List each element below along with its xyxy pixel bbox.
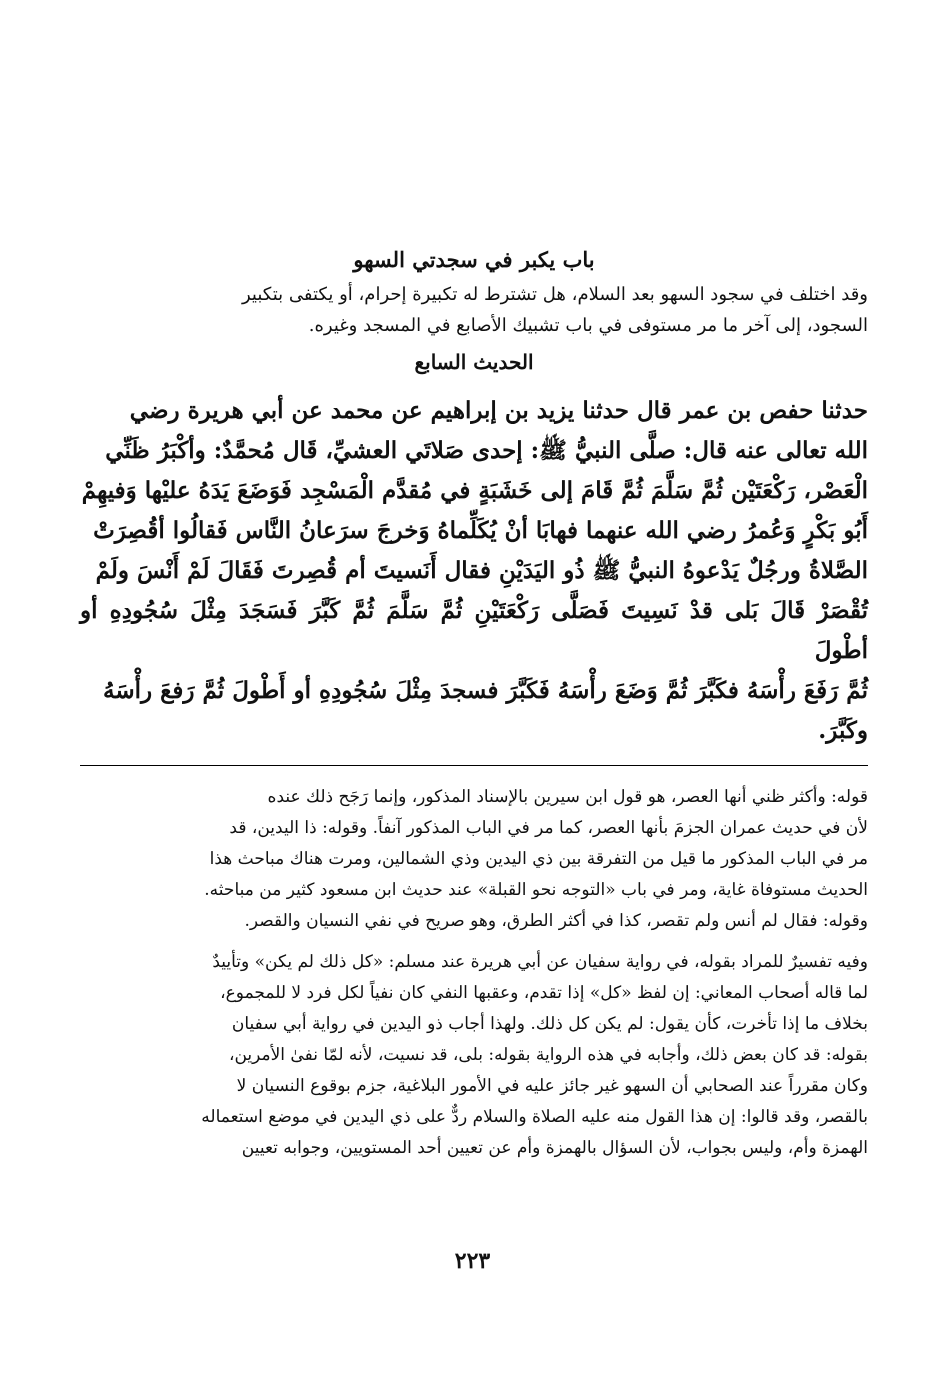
section-title: الحديث السابع [414,350,534,374]
hadith-line: وكَبَّرَ. [818,717,868,744]
chapter-title: باب يكبر في سجدتي السهو [353,247,595,272]
text-line: لما قاله أصحاب المعاني: إن لفظ «كل» إذا تقدم، وعقبها النفي كان نفياً لكل فرد لا للمجموع، [220,983,868,1003]
commentary-paragraph-1 [80,782,868,937]
text-line: وقوله: فقال لم أنس ولم تقصر، كذا في أكثر الطرق، وهو صريح في نفي النسيان والقصر. [244,911,868,931]
text-line: الهمزة وأم، وليس بجواب، لأن السؤال بالهمزة وأم عن تعيين أحد المستويين، وجوابه تعيين [241,1138,868,1158]
text-line: قوله: وأكثر ظني أنها العصر، هو قول ابن سيرين بالإسناد المذكور، وإنما رَجَح ذلك عنده [267,787,868,807]
text-line: بخلاف ما إذا تأخرت، كأن يقول: لم يكن كل ذلك. ولهذا أجاب ذو اليدين في رواية أبي سفيان [231,1014,868,1034]
text-line: مر في الباب المذكور ما قيل من التفرقة بين ذي اليدين وذي الشمالين، ومرت هناك مباحث هذا [209,849,868,869]
hadith-line: أَبُو بَكْرٍ وَعُمرُ رضي الله عنهما فهابَا أنْ يُكَلِّماهُ وَخرجَ سرَعانُ النَّاس فَقالُوا أقُصِرَتْ [93,517,868,544]
text-line: وقد اختلف في سجود السهو بعد السلام، هل تشترط له تكبيرة إحرام، أو يكتفى بتكبير [241,284,868,305]
text-line: الحديث مستوفاة غاية، ومر في باب «التوجه نحو القبلة» عند حديث ابن مسعود كثير من مباحثه. [204,880,868,900]
text-line: وفيه تفسيرٌ للمراد بقوله، في رواية سفيان عن أبي هريرة عند مسلم: «كل ذلك لم يكن» وتأييدٌ [212,952,868,972]
divider [80,765,868,766]
intro-paragraph [80,279,868,341]
hadith-line: تُقْصَرْ قَالَ بَلى قدْ نَسِيتَ فَصَلَّى رَكْعَتَيْنِ ثُمَّ سَلَّمَ ثُمَّ كَبَّرَ فَسَجَدَ مِثْلَ سُجُودِهِ أو أطْولَ [80,597,868,664]
hadith-line: الصَّلاةُ ورجُلٌ يَدْعوهُ النبيُّ ﷺ ذُو اليَدَيْنِ فقال أَنَسيتَ أم قُصِرتَ فَقَالَ لَمْ أَنْسَ ولَمْ [95,557,868,584]
commentary-paragraph-2 [80,947,868,1164]
text-line: بقوله: قد كان بعض ذلك، وأجابه في هذه الرواية بقوله: بلى، قد نسيت، لأنه لمّا نفىٰ الأمرين، [228,1045,868,1065]
hadith-line: الْعَصْر، رَكْعَتَيْن ثُمَّ سَلَّمَ ثُمَّ قَامَ إلى خَشَبَةٍ في مُقدَّم الْمَسْجِد فَوَضَعَ يَدَهُ عليْها وَفيهِمْ [81,477,868,504]
hadith-text [80,391,868,751]
page-number: ٢٢٣ [454,1248,491,1274]
hadith-line: الله تعالى عنه قال: صلَّى النبيُّ ﷺ: إحدى صَلاتَي العشيِّ، قَال مُحمَّدٌ: وأكْبَرُ ظَنِّي [105,437,868,464]
text-line: بالقصر، وقد قالوا: إن هذا القول منه عليه الصلاة والسلام ردٌّ على ذي اليدين في موضع استعماله [201,1107,868,1127]
hadith-line: ثُمَّ رَفَعَ رأْسَهُ فكَبَّرَ ثُمَّ وَضَعَ رأْسَهُ فَكَبَّرَ فسجدَ مِثْلَ سُجُودِهِ أو أَطْولَ ثُمَّ رَفعَ رأْسَهُ [103,677,868,704]
page-body [80,245,868,1170]
text-line: السجود، إلى آخر ما مر مستوفى في باب تشبيك الأصابع في المسجد وغيره. [308,315,868,336]
hadith-line: حدثنا حفص بن عمر قال حدثنا يزيد بن إبراهيم عن محمد عن أبي هريرة رضي [129,397,868,424]
text-line: لأن في حديث عمران الجزمَ بأنها العصر، كما مر في الباب المذكور آنفاً. وقوله: ذا اليدين، قد [229,818,868,838]
text-line: وكان مقرراً عند الصحابي أن السهو غير جائز عليه في الأمور البلاغية، جزم بوقوع النسيان لا [236,1076,868,1096]
